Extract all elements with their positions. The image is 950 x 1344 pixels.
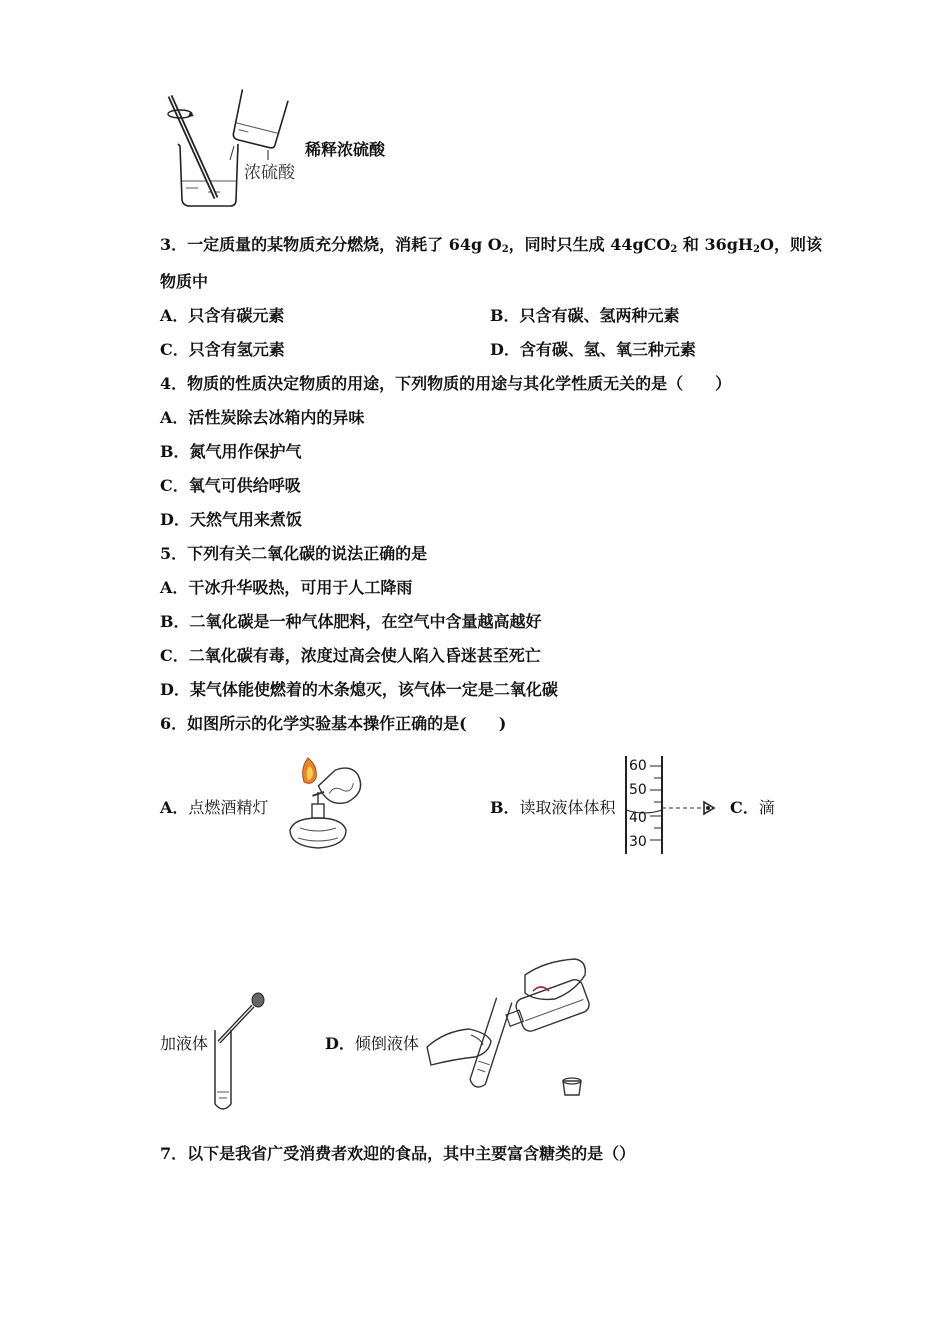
option-letter: C． [730, 798, 759, 817]
question-5-option-d[interactable] [160, 680, 558, 700]
question-3-stem [160, 235, 822, 260]
option-text: 点燃酒精灯 [188, 798, 269, 817]
question-3-sub-b: 2 [670, 244, 678, 255]
option-letter: D． [160, 510, 190, 529]
dilute-acid-caption: 稀释浓硫酸 [305, 140, 386, 159]
question-5-text: 下列有关二氧化碳的说法正确的是 [187, 544, 428, 563]
cylinder-tick-30: 30 [629, 834, 647, 850]
question-4-option-a[interactable] [160, 408, 364, 428]
question-3-sub-a: 2 [501, 244, 509, 255]
option-letter: A． [160, 578, 189, 597]
question-6-text: 如图所示的化学实验基本操作正确的是( ) [187, 714, 507, 733]
dropper-test-tube-figure [205, 988, 275, 1113]
option-text: 二氧化碳是一种气体肥料，在空气中含量越高越好 [189, 612, 542, 631]
option-letter: A． [160, 408, 189, 427]
option-letter: A． [160, 306, 189, 325]
cylinder-tick-50: 50 [629, 782, 647, 798]
option-text: 只含有碳元素 [188, 306, 285, 325]
option-text: 读取液体体积 [519, 798, 616, 817]
question-7-number: 7． [160, 1144, 188, 1163]
question-3-text-b: ，同时只生成 44gCO [508, 235, 671, 254]
option-text: 二氧化碳有毒，浓度过高会使人陷入昏迷甚至死亡 [188, 646, 541, 665]
option-text: 氮气用作保护气 [189, 442, 302, 461]
question-6-option-c-continued: 加液体 [160, 1034, 209, 1053]
option-letter: B． [160, 612, 190, 631]
question-3-text-c: 和 36gH [677, 235, 754, 254]
question-5-option-b[interactable] [160, 612, 542, 632]
question-4-stem [160, 374, 731, 394]
question-4-option-d[interactable] [160, 510, 302, 530]
option-letter: D． [325, 1034, 355, 1053]
question-3-option-d[interactable] [490, 340, 696, 360]
question-6-option-d[interactable] [325, 1034, 419, 1054]
option-letter: C． [160, 646, 189, 665]
question-3-sub-c: 2 [753, 244, 761, 255]
question-5-option-a[interactable] [160, 578, 412, 598]
alcohol-lamp-figure [270, 748, 370, 853]
option-letter: D． [490, 340, 520, 359]
option-text: 含有碳、氢、氧三种元素 [519, 340, 696, 359]
question-7-text: 以下是我省广受消费者欢迎的食品，其中主要富含糖类的是（） [187, 1144, 636, 1163]
question-6-option-b[interactable] [490, 798, 616, 818]
option-letter: C． [160, 476, 189, 495]
option-letter: B． [490, 798, 520, 817]
question-6-stem [160, 714, 506, 734]
option-text: 活性炭除去冰箱内的异味 [188, 408, 365, 427]
option-letter: C． [160, 340, 189, 359]
question-6-number: 6． [160, 714, 188, 733]
dilute-acid-label: 浓硫酸 [244, 163, 295, 183]
cylinder-tick-60: 60 [629, 758, 647, 774]
option-letter: B． [160, 442, 190, 461]
option-letter: A． [160, 798, 189, 817]
question-4-option-b[interactable] [160, 442, 302, 462]
question-3-stem-line2: 物质中 [160, 272, 209, 291]
option-text: 天然气用来煮饭 [189, 510, 302, 529]
option-text: 只含有氢元素 [188, 340, 285, 359]
dilute-acid-drawing [150, 88, 310, 213]
question-6-option-c[interactable] [730, 798, 775, 818]
option-text: 只含有碳、氢两种元素 [519, 306, 680, 325]
option-text: 倾倒液体 [354, 1034, 419, 1053]
question-3-option-a[interactable] [160, 306, 284, 326]
question-6-option-a[interactable] [160, 798, 268, 818]
figure-dilute-acid [150, 88, 310, 213]
option-letter: D． [160, 680, 190, 699]
question-3-number: 3． [160, 235, 188, 254]
option-letter: B． [490, 306, 520, 325]
question-4-text: 物质的性质决定物质的用途，下列物质的用途与其化学性质无关的是（ ） [187, 374, 732, 393]
question-7-stem [160, 1144, 635, 1164]
pouring-liquid-figure [425, 955, 615, 1105]
question-4-option-c[interactable] [160, 476, 301, 496]
question-5-number: 5． [160, 544, 188, 563]
question-3-option-c[interactable] [160, 340, 285, 360]
option-text: 氧气可供给呼吸 [188, 476, 301, 495]
question-3-option-b[interactable] [490, 306, 680, 326]
question-3-text-a: 一定质量的某物质充分燃烧，消耗了 64g O [187, 235, 502, 254]
option-text: 干冰升华吸热，可用于人工降雨 [188, 578, 413, 597]
question-3-text-d: O，则该 [760, 235, 822, 254]
question-5-stem [160, 544, 427, 564]
question-4-number: 4． [160, 374, 188, 393]
cylinder-tick-40: 40 [629, 810, 647, 826]
option-text: 滴 [758, 798, 775, 817]
option-text: 某气体能使燃着的木条熄灭，该气体一定是二氧化碳 [189, 680, 558, 699]
question-5-option-c[interactable] [160, 646, 541, 666]
